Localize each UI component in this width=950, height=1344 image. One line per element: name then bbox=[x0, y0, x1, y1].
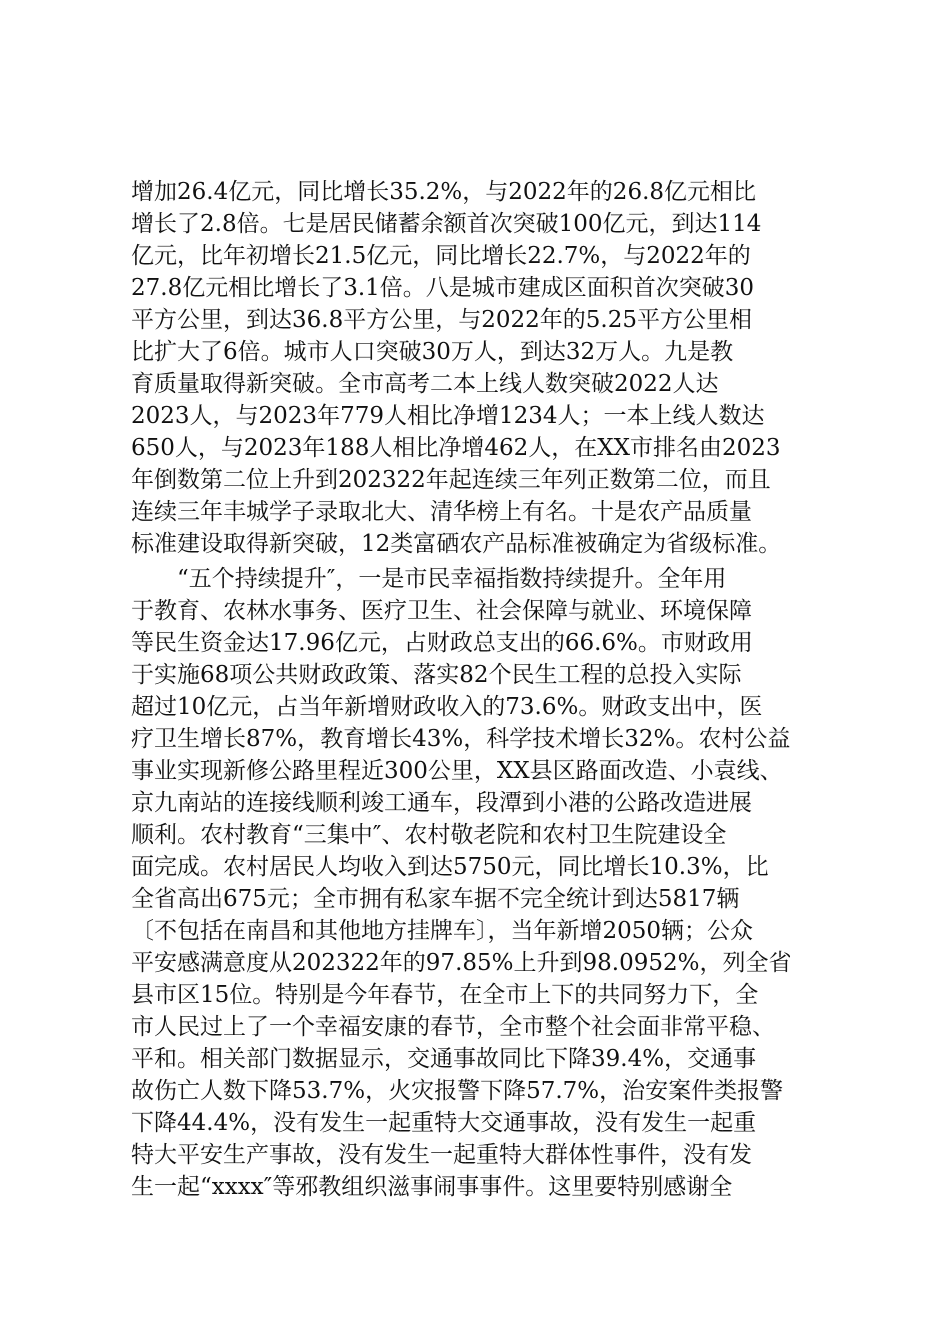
text-line: 650人，与2023年188人相比净增462人，在XX市排名由2023 bbox=[131, 435, 781, 461]
text-line: 平方公里，到达36.8平方公里，与2022年的5.25平方公里相 bbox=[131, 307, 752, 333]
text-line: 下降44.4%，没有发生一起重特大交通事故，没有发生一起重 bbox=[131, 1110, 757, 1136]
text-line: 标准建设取得新突破，12类富硒农产品标准被确定为省级标准。 bbox=[131, 531, 782, 557]
text-line: 特大平安生产事故，没有发生一起重特大群体性事件，没有发 bbox=[131, 1142, 752, 1168]
text-line: 27.8亿元相比增长了3.1倍。八是城市建成区面积首次突破30 bbox=[131, 275, 755, 301]
text-line: 生一起“xxxx″等邪教组织滋事闹事事件。这里要特别感谢全 bbox=[131, 1174, 733, 1200]
text-line: 疗卫生增长87%，教育增长43%，科学技术增长32%。农村公益 bbox=[131, 726, 791, 752]
text-line: 超过10亿元，占当年新增财政收入的73.6%。财政支出中，医 bbox=[131, 694, 763, 720]
text-line: 2023人，与2023年779人相比净增1234人；一本上线人数达 bbox=[131, 403, 765, 429]
text-line: 京九南站的连接线顺利竣工通车，段潭到小港的公路改造进展 bbox=[131, 790, 752, 816]
text-line: 县市区15位。特别是今年春节，在全市上下的共同努力下，全 bbox=[131, 982, 759, 1008]
text-line: 比扩大了6倍。城市人口突破30万人，到达32万人。九是教 bbox=[131, 339, 734, 365]
text-line: 事业实现新修公路里程近300公里，XX县区路面改造、小袁线、 bbox=[131, 758, 783, 784]
text-line: 连续三年丰城学子录取北大、清华榜上有名。十是农产品质量 bbox=[131, 499, 752, 525]
text-line: 增加26.4亿元，同比增长35.2%，与2022年的26.8亿元相比 bbox=[131, 179, 757, 205]
paragraph-achievements bbox=[131, 176, 841, 560]
text-line: 平和。相关部门数据显示，交通事故同比下降39.4%，交通事 bbox=[131, 1046, 757, 1072]
text-line: 等民生资金达17.96亿元，占财政总支出的66.6%。市财政用 bbox=[131, 630, 753, 656]
text-line: “五个持续提升″，一是市民幸福指数持续提升。全年用 bbox=[131, 566, 727, 592]
paragraph-five-improvements bbox=[131, 563, 841, 1203]
text-line: 于教育、农林水事务、医疗卫生、社会保障与就业、环境保障 bbox=[131, 598, 752, 624]
text-line: 〔不包括在南昌和其他地方挂牌车〕，当年新增2050辆；公众 bbox=[131, 918, 754, 944]
text-line: 增长了2.8倍。七是居民储蓄余额首次突破100亿元，到达114 bbox=[131, 211, 762, 237]
text-line: 年倒数第二位上升到202322年起连续三年列正数第二位，而且 bbox=[131, 467, 771, 493]
text-line: 面完成。农村居民人均收入到达5750元，同比增长10.3%，比 bbox=[131, 854, 769, 880]
text-line: 平安感满意度从202322年的97.85%上升到98.0952%，列全省 bbox=[131, 950, 792, 976]
text-line: 全省高出675元；全市拥有私家车据不完全统计到达5817辆 bbox=[131, 886, 740, 912]
text-line: 市人民过上了一个幸福安康的春节，全市整个社会面非常平稳、 bbox=[131, 1014, 775, 1040]
text-line: 顺利。农村教育“三集中″、农村敬老院和农村卫生院建设全 bbox=[131, 822, 727, 848]
text-line: 亿元，比年初增长21.5亿元，同比增长22.7%，与2022年的 bbox=[131, 243, 751, 269]
text-line: 故伤亡人数下降53.7%，火灾报警下降57.7%，治安案件类报警 bbox=[131, 1078, 784, 1104]
text-line: 育质量取得新突破。全市高考二本上线人数突破2022人达 bbox=[131, 371, 719, 397]
text-line: 于实施68项公共财政政策、落实82个民生工程的总投入实际 bbox=[131, 662, 742, 688]
